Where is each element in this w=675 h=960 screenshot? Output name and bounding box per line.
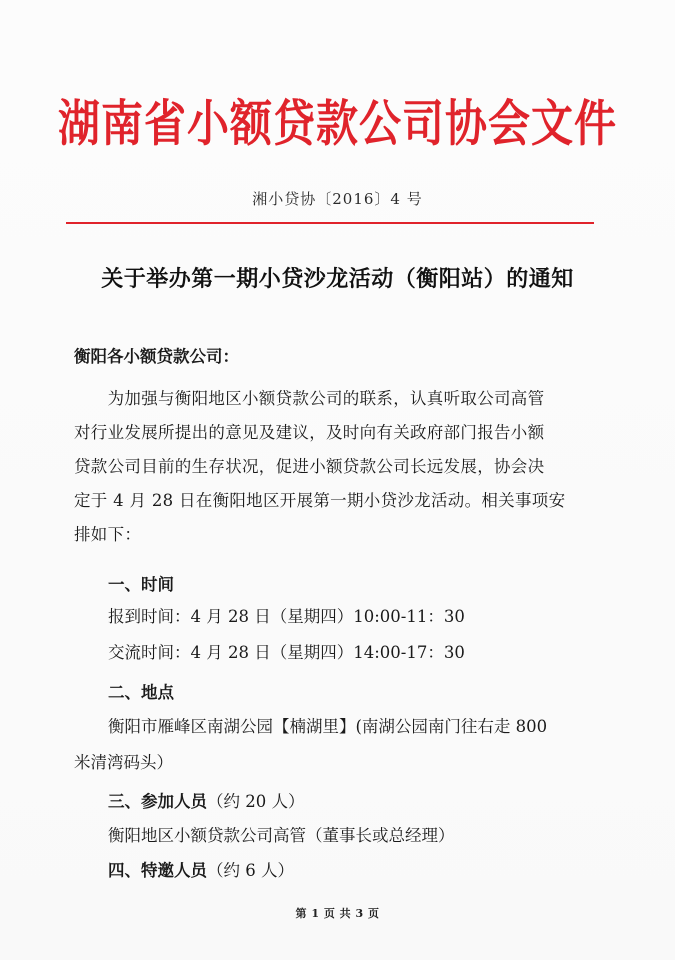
- guests-heading: 四、特邀人员: [108, 861, 207, 880]
- section-participants: [108, 788, 305, 812]
- place-line-1: 衡阳市雁峰区南湖公园【楠湖里】(南湖公园南门往右走 800: [108, 717, 548, 736]
- guests-count: （约 6 人）: [207, 861, 294, 880]
- document-number: 湘小贷协〔2016〕4 号: [252, 190, 423, 208]
- paragraph-line: 定于 4 月 28 日在衡阳地区开展第一期小贷沙龙活动。相关事项安: [74, 491, 566, 510]
- section-time-heading: 一、时间: [108, 575, 174, 594]
- participants-heading: 三、参加人员: [108, 792, 207, 811]
- page-footer: 第 1 页 共 3 页: [295, 907, 380, 920]
- intro-paragraph: [74, 382, 602, 552]
- red-divider: [66, 222, 594, 224]
- salutation: 衡阳各小额贷款公司：: [74, 347, 239, 366]
- exchange-time: 交流时间：4 月 28 日（星期四）14:00-17：30: [108, 643, 465, 662]
- document-header-title: 湖南省小额贷款公司协会文件: [57, 94, 617, 153]
- participants-count: （约 20 人）: [207, 792, 305, 811]
- notice-title: 关于举办第一期小贷沙龙活动（衡阳站）的通知: [101, 266, 574, 292]
- paragraph-line: 为加强与衡阳地区小额贷款公司的联系，认真听取公司高管: [74, 389, 545, 408]
- participants-description: 衡阳地区小额贷款公司高管（董事长或总经理）: [108, 826, 455, 845]
- place-line-2: 米清湾码头）: [74, 753, 173, 772]
- section-place-heading: 二、地点: [108, 683, 174, 702]
- paragraph-line: 对行业发展所提出的意见及建议，及时向有关政府部门报告小额: [74, 423, 545, 442]
- paragraph-line: 排如下：: [74, 525, 142, 544]
- section-guests: [108, 857, 294, 881]
- paragraph-line: 贷款公司目前的生存状况，促进小额贷款公司长远发展，协会决: [74, 457, 545, 476]
- report-time: 报到时间：4 月 28 日（星期四）10:00-11：30: [108, 607, 465, 626]
